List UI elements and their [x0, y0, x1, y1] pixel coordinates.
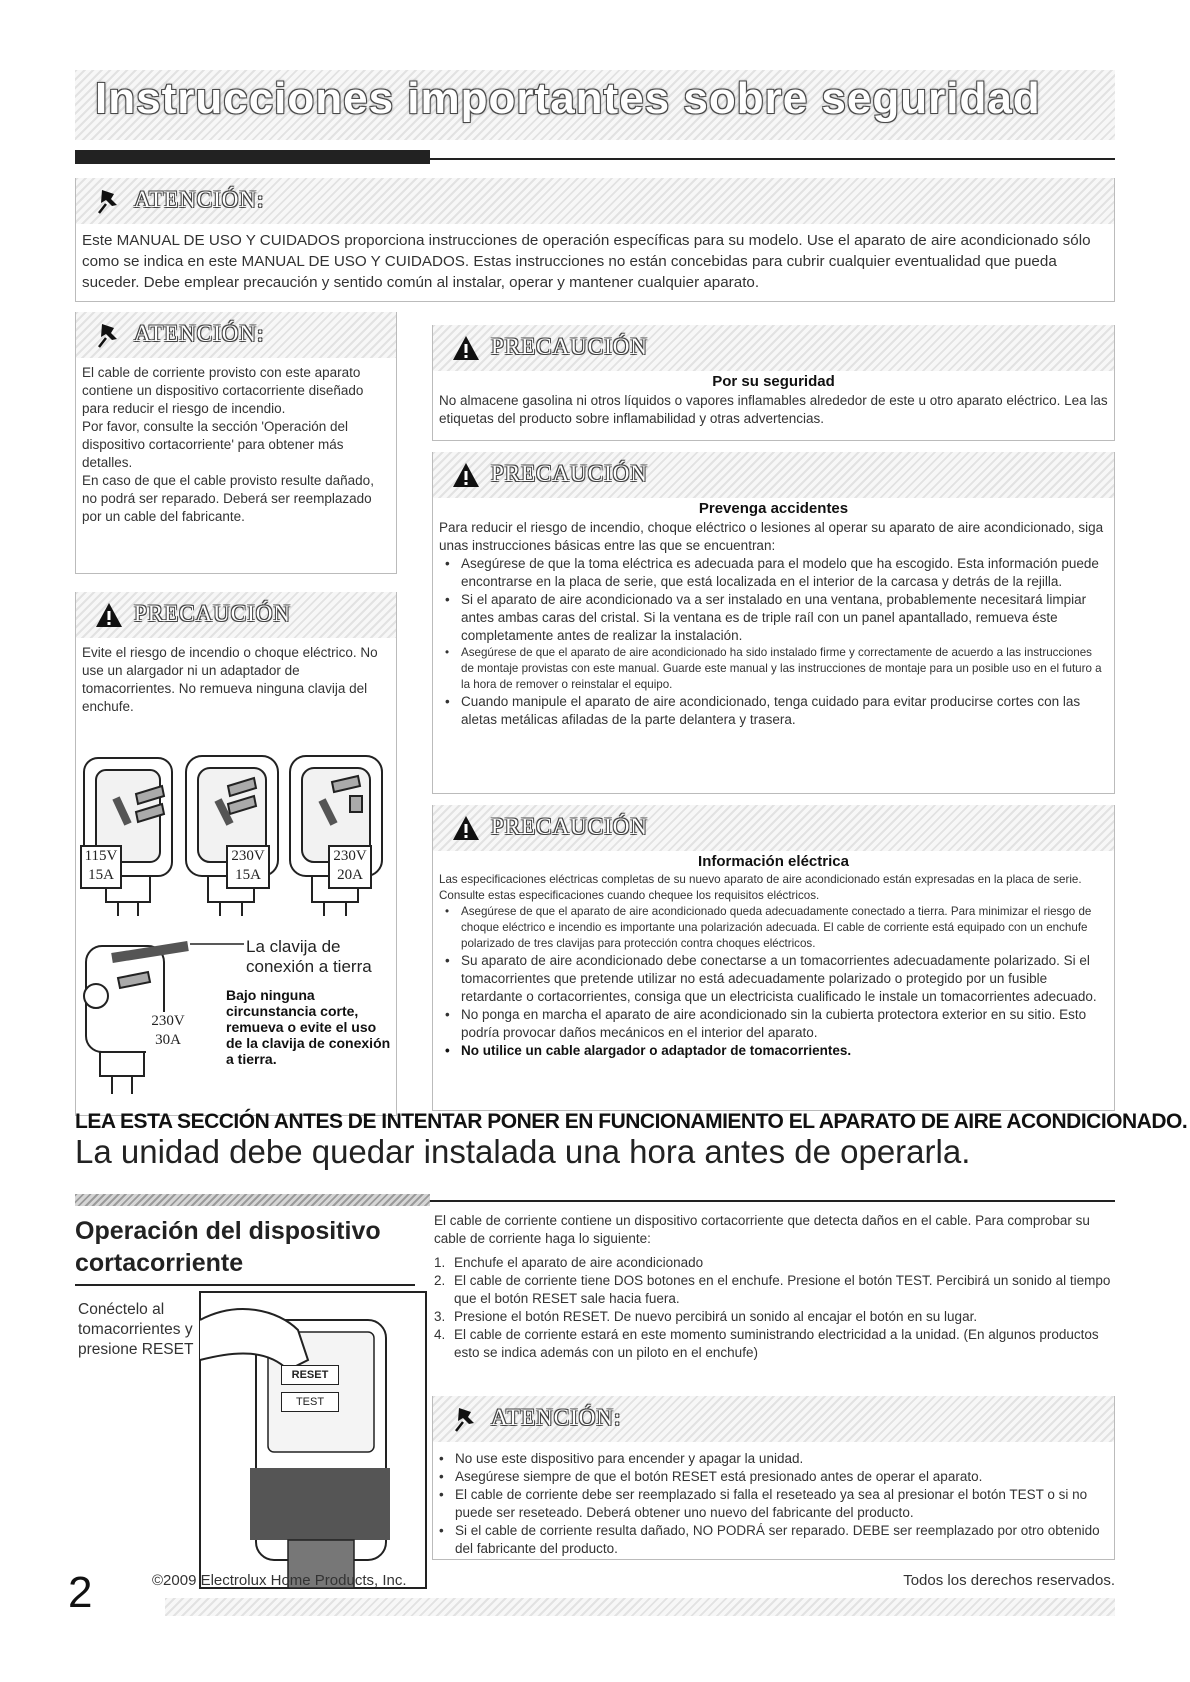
atencion-cable-p2: Por favor, consulte la sección 'Operación del dispositivo cortacorriente' para obtener más detalles. [82, 419, 348, 470]
unit-rule-thin [430, 1200, 1115, 1202]
precaucion-electrica-subhead: Información eléctrica [698, 853, 849, 870]
list-item: • Asegúrese de que el aparato de aire acondicionado ha sido instalado firme y correctamente de acuerdo a las instrucciones de montaje provistas con este manual. Guarde este manual y las instrucciones de montaje para un posible uso en el futuro a la hora de remover o reinstalar el equipo. [439, 645, 1108, 693]
banner-rule-thick [75, 150, 430, 164]
gfci-plug-illustration [198, 1290, 428, 1590]
ground-pin-label: La clavija de conexión a tierra [246, 937, 372, 976]
list-item: 1. Enchufe el aparato de aire acondicionado [434, 1255, 704, 1270]
atencion-bottom-list [433, 1442, 1114, 1558]
page-banner [75, 70, 1115, 140]
warning-triangle-icon [94, 600, 124, 630]
banner-rule-thin [430, 158, 1115, 160]
precaucion-electrica-list [439, 904, 1108, 1060]
precaucion-accidentes-header [433, 452, 1114, 498]
pushpin-icon [451, 1404, 481, 1434]
list-item: • No utilice un cable alargador o adaptador de tomacorrientes. [439, 1042, 1108, 1060]
list-item: • Su aparato de aire acondicionado debe conectarse a un tomacorrientes adecuadamente polarizado. Si el tomacorrientes que pretende utilizar no está adecuadamente polarizado o protegido por un fusible retardante o cortacorrientes, consiga que un electricista cualificado le instale un tomacorrientes adecuado. [439, 952, 1108, 1006]
atencion-main-text: Este MANUAL DE USO Y CUIDADOS proporciona instrucciones de operación específicas para su modelo. Use el aparato de aire acondicionado sólo como se indica en este MANUAL DE USO Y CUIDADOS. Estas instrucciones no están concebidas para cubrir cualquier eventualidad que pueda suceder. Debe emplear precaución y sentido común al instalar, operar y mantener cualquier aparato. [82, 232, 1091, 291]
list-item: • Asegúrese siempre de que el botón RESET está presionado antes de operar el aparato. [433, 1468, 1108, 1486]
atencion-bottom-box [432, 1396, 1115, 1560]
operacion-rule [75, 1284, 415, 1286]
list-item: • Si el cable de corriente resulta dañado, NO PODRÁ ser reparado. DEBE ser reemplazado por otro obtenido del fabricante del producto. [433, 1522, 1108, 1558]
precaucion-seguridad-subhead: Por su seguridad [712, 373, 835, 390]
list-item: • Asegúrese de que la toma eléctrica es adecuada para el modelo que ha escogido. Esta información puede encontrarse en la placa de serie, que está localizada en el interior de la carcasa y detrás de la rejilla. [439, 555, 1108, 591]
warning-triangle-icon [451, 813, 481, 843]
precaucion-accidentes-label: PRECAUCIÓN [491, 461, 648, 486]
list-item: • Si el aparato de aire acondicionado va a ser instalado en una ventana, probablemente necesitará limpiar antes ambas caras del cristal. Si la ventana es de triple raíl con un panel apantallado, remueva éste completamente antes de realizar la instalación. [439, 591, 1108, 645]
atencion-cable-p1: El cable de corriente provisto con este aparato contiene un dispositivo cortacorriente diseñado para reducir el riesgo de incendio. [82, 365, 364, 416]
precaucion-accidentes-list [439, 555, 1108, 729]
precaucion-left-box [75, 592, 397, 1116]
atencion-bottom-header [433, 1396, 1114, 1442]
precaucion-accidentes-intro: Para reducir el riesgo de incendio, choque eléctrico o lesiones al operar su aparato de aire acondicionado, siga unas instrucciones básicas entre las que se encuentran: [439, 520, 1104, 553]
warning-triangle-icon [451, 333, 481, 363]
list-item: • No ponga en marcha el aparato de aire acondicionado sin la cubierta protectora exterior en su sitio. Esto podría provocar daños mecánicos en el interior del aparato. [439, 1006, 1108, 1042]
footer-band [165, 1598, 1115, 1616]
list-item: 4. El cable de corriente estará en este momento suministrando electricidad a la unidad. (En algunos productos esto se indica además con un piloto en el enchufe) [434, 1327, 1099, 1360]
atencion-main-box [75, 178, 1115, 302]
list-item: 3. Presione el botón RESET. De nuevo percibirá un sonido al encajar el botón en su lugar. [434, 1309, 978, 1324]
atencion-cable-box [75, 312, 397, 574]
operacion-intro: El cable de corriente contiene un dispositivo cortacorriente que detecta daños en el cable. Para comprobar su cable de corriente haga lo siguiente: [434, 1213, 1090, 1246]
atencion-main-header [76, 178, 1114, 224]
pushpin-icon [94, 186, 124, 216]
precaucion-seguridad-header [433, 325, 1114, 371]
plug-label-230v-15a: 230V 15A [226, 845, 270, 889]
atencion-main-label: ATENCIÓN: [134, 187, 265, 212]
precaucion-left-header [76, 592, 396, 638]
plug-label-230v-20a: 230V 20A [328, 845, 372, 889]
plug-label-115v-15a: 115V 15A [80, 845, 122, 889]
list-item: • Asegúrese de que el aparato de aire acondicionado queda adecuadamente conectado a tierra. Para minimizar el riesgo de choque eléctrico e incendio es importante una polarización adecuada. El cable de corriente está equipado con un enchufe polarizado de tres clavijas para protección contra choques eléctricos. [439, 904, 1108, 952]
test-button: TEST [281, 1392, 339, 1412]
operacion-text [432, 1212, 1115, 1362]
plug-label-230v-30a: 230V 30A [146, 1012, 190, 1056]
precaucion-accidentes-box [432, 452, 1115, 794]
page-title: Instrucciones importantes sobre seguridad [95, 74, 1041, 123]
lea-section-heading: LEA ESTA SECCIÓN ANTES DE INTENTAR PONER EN FUNCIONAMIENTO EL APARATO DE AIRE ACONDICIONADO. [75, 1110, 1188, 1133]
warning-triangle-icon [451, 460, 481, 490]
list-item: 2. El cable de corriente tiene DOS botones en el enchufe. Presione el botón TEST. Percibirá un sonido al tiempo que el botón RESET sale hacia fuera. [434, 1273, 1111, 1306]
atencion-cable-header [76, 312, 396, 358]
atencion-bottom-label: ATENCIÓN: [491, 1405, 622, 1430]
precaucion-seguridad-box [432, 325, 1115, 441]
precaucion-left-text: Evite el riesgo de incendio o choque eléctrico. No use un alargador ni un adaptador de tomacorrientes. No remueva ninguna clavija del enchufe. [82, 645, 378, 714]
unit-rule-thick [75, 1194, 430, 1206]
list-item: • Cuando manipule el aparato de aire acondicionado, tenga cuidado para evitar producirse cortes con las aletas metálicas afiladas de la parte delantera y trasera. [439, 693, 1108, 729]
atencion-cable-p3: En caso de que el cable provisto resulte dañado, no podrá ser reparado. Deberá ser reemplazado por un cable del fabricante. [82, 473, 374, 524]
unit-notice: La unidad debe quedar instalada una hora antes de operarla. [75, 1133, 971, 1170]
page-number: 2 [68, 1568, 93, 1617]
precaucion-electrica-box [432, 805, 1115, 1111]
pushpin-icon [94, 320, 124, 350]
list-item: • No use este dispositivo para encender y apagar la unidad. [433, 1450, 1108, 1468]
reset-button: RESET [281, 1365, 339, 1385]
precaucion-electrica-label: PRECAUCIÓN [491, 814, 648, 839]
precaucion-seguridad-label: PRECAUCIÓN [491, 334, 648, 359]
precaucion-left-label: PRECAUCIÓN [134, 601, 291, 626]
operacion-steps [432, 1254, 1115, 1362]
precaucion-electrica-intro: Las especificaciones eléctricas completas de su nuevo aparato de aire acondicionado están expresadas en la placa de serie. Consulte estas especificaciones cuando chequee los requisitos eléctricos. [439, 873, 1082, 902]
precaucion-electrica-header [433, 805, 1114, 851]
operacion-title: Operación del dispositivo cortacorriente [75, 1217, 381, 1277]
list-item: • El cable de corriente debe ser reemplazado si falla el reseteado ya sea al presionar el botón TEST o si no puede ser reseteado. Deberá obtener uno nuevo del fabricante del producto. [433, 1486, 1108, 1522]
atencion-cable-label: ATENCIÓN: [134, 321, 265, 346]
operacion-instruction: Conéctelo al tomacorrientes y presione RESET [78, 1301, 194, 1358]
ground-pin-warning: Bajo ninguna circunstancia corte, remueva o evite el uso de la clavija de conexión a tierra. [226, 987, 391, 1067]
rights-reserved: Todos los derechos reservados. [903, 1572, 1115, 1589]
copyright: ©2009 Electrolux Home Products, Inc. [152, 1572, 407, 1589]
precaucion-accidentes-subhead: Prevenga accidentes [698, 500, 849, 517]
precaucion-seguridad-text: No almacene gasolina ni otros líquidos o vapores inflamables alrededor de este u otro aparato eléctrico. Lea las etiquetas del producto sobre inflamabilidad y otras advertencias. [439, 393, 1108, 426]
